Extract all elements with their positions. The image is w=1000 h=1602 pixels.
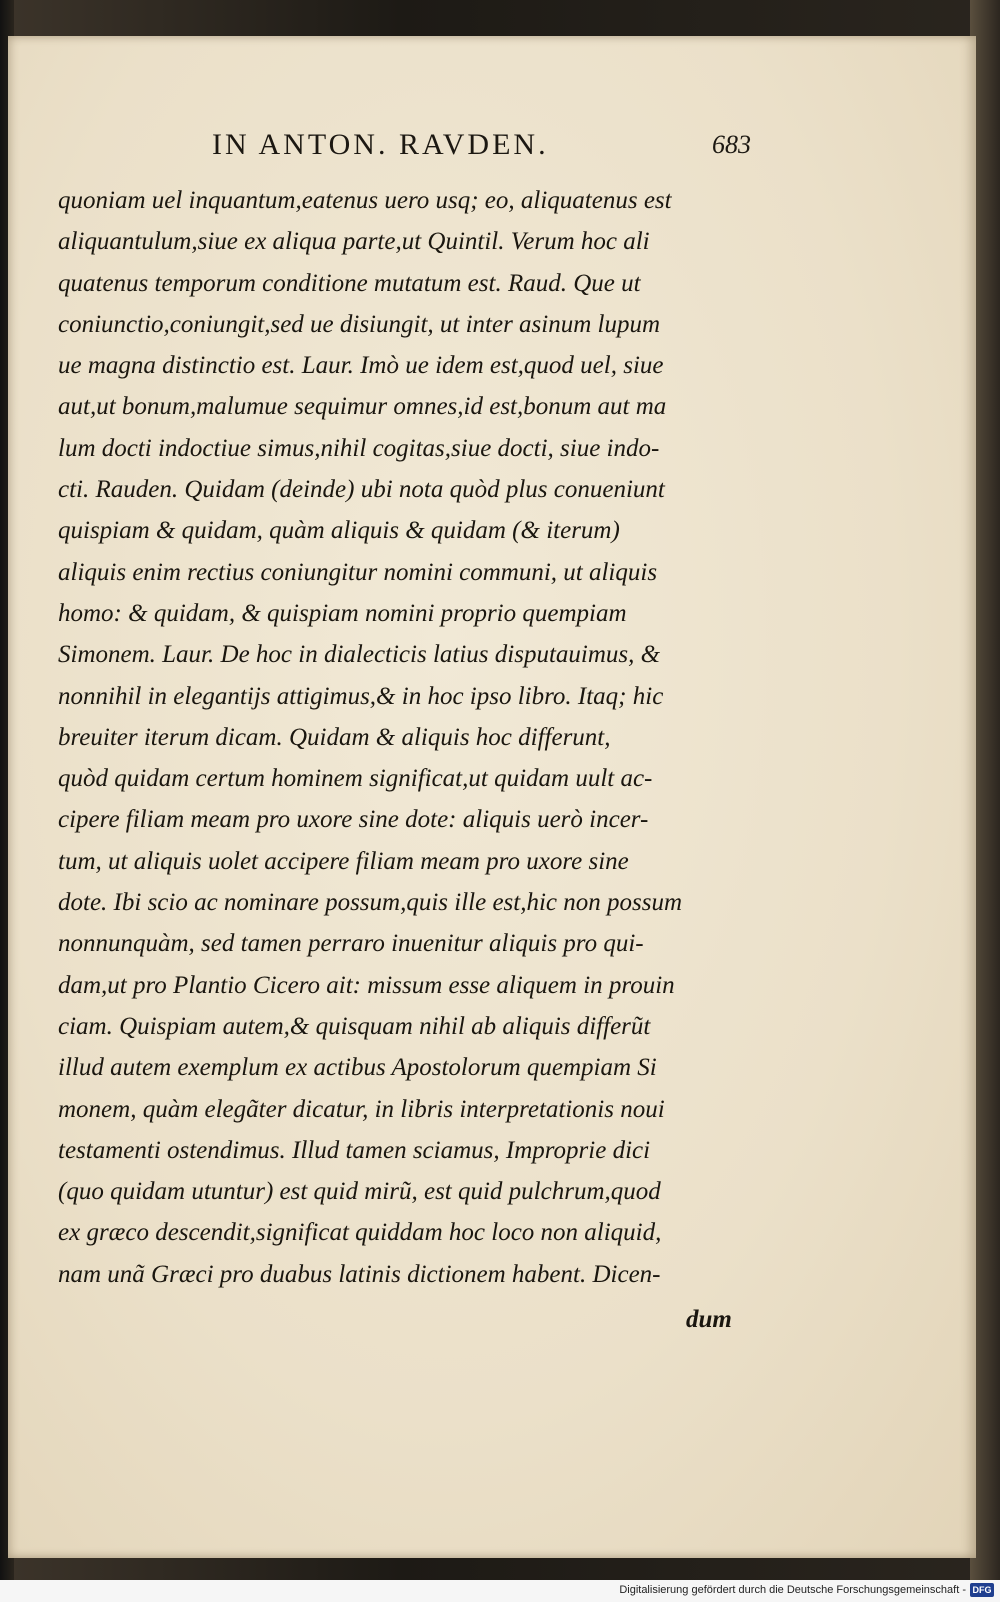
text-line: Simonem. Laur. De hoc in dialecticis latius disputauimus, & — [58, 641, 661, 669]
body-text — [58, 180, 758, 1295]
text-line: (quo quidam utuntur) est quid mirũ, est quid pulchrum,quod — [58, 1178, 661, 1206]
text-line: quatenus temporum conditione mutatum est. Raud. Que ut — [58, 269, 641, 297]
text-line: homo: & quidam, & quispiam nomini proprio quempiam — [58, 599, 627, 627]
text-line: quispiam & quidam, quàm aliquis & quidam (& iterum) — [58, 517, 620, 545]
text-line: aliquis enim rectius coniungitur nomini communi, ut aliquis — [58, 558, 658, 586]
text-line: coniunctio,coniungit,sed ue disiungit, ut inter asinum lupum — [58, 310, 661, 338]
text-line: quòd quidam certum hominem significat,ut quidam uult ac- — [58, 765, 653, 793]
running-head: IN ANTON. RAVDEN. — [212, 128, 549, 161]
text-line: dam,ut pro Plantio Cicero ait: missum esse aliquem in prouin — [58, 971, 675, 999]
text-line: ue magna distinctio est. Laur. Imò ue idem est,quod uel, siue — [58, 352, 664, 380]
text-line: aut,ut bonum,malumue sequimur omnes,id est,bonum aut ma — [58, 393, 667, 421]
text-line: nam unã Græci pro duabus latinis dictionem habent. Dicen- — [58, 1260, 661, 1288]
funding-note: Digitalisierung gefördert durch die Deutsche Forschungsgemeinschaft - — [619, 1584, 966, 1596]
text-line: illud autem exemplum ex actibus Apostolorum quempiam Si — [58, 1054, 657, 1082]
text-line: quoniam uel inquantum,eatenus uero usq; eo, aliquatenus est — [58, 187, 672, 214]
text-line: ex græco descendit,significat quiddam hoc loco non aliquid, — [58, 1219, 662, 1247]
text-line: nonnunquàm, sed tamen perraro inuenitur aliquis pro qui- — [58, 930, 644, 958]
page-number: 683 — [712, 130, 751, 159]
text-line: testamenti ostendimus. Illud tamen sciamus, Improprie dici — [58, 1136, 651, 1164]
text-line: cipere filiam meam pro uxore sine dote: aliquis uerò incer- — [58, 806, 649, 834]
text-line: dote. Ibi scio ac nominare possum,quis ille est,hic non possum — [58, 889, 683, 917]
footer-bar — [0, 1580, 1000, 1602]
text-line: tum, ut aliquis uolet accipere filiam meam pro uxore sine — [58, 847, 629, 875]
text-line: nonnihil in elegantijs attigimus,& in hoc ipso libro. Itaq; hic — [58, 682, 664, 710]
page-header — [212, 128, 772, 168]
catchword: dum — [686, 1306, 732, 1333]
text-line: aliquantulum,siue ex aliqua parte,ut Quintil. Verum hoc ali — [58, 228, 650, 256]
text-line: monem, quàm elegãter dicatur, in libris interpretationis noui — [58, 1095, 665, 1123]
text-line: lum docti indoctiue simus,nihil cogitas,siue docti, siue indo- — [58, 434, 660, 462]
text-line: cti. Rauden. Quidam (deinde) ubi nota quòd plus conueniunt — [58, 476, 665, 504]
text-line: ciam. Quispiam autem,& quisquam nihil ab aliquis differũt — [58, 1012, 651, 1040]
dfg-logo: DFG — [970, 1583, 994, 1597]
text-line: breuiter iterum dicam. Quidam & aliquis hoc differunt, — [58, 723, 611, 751]
